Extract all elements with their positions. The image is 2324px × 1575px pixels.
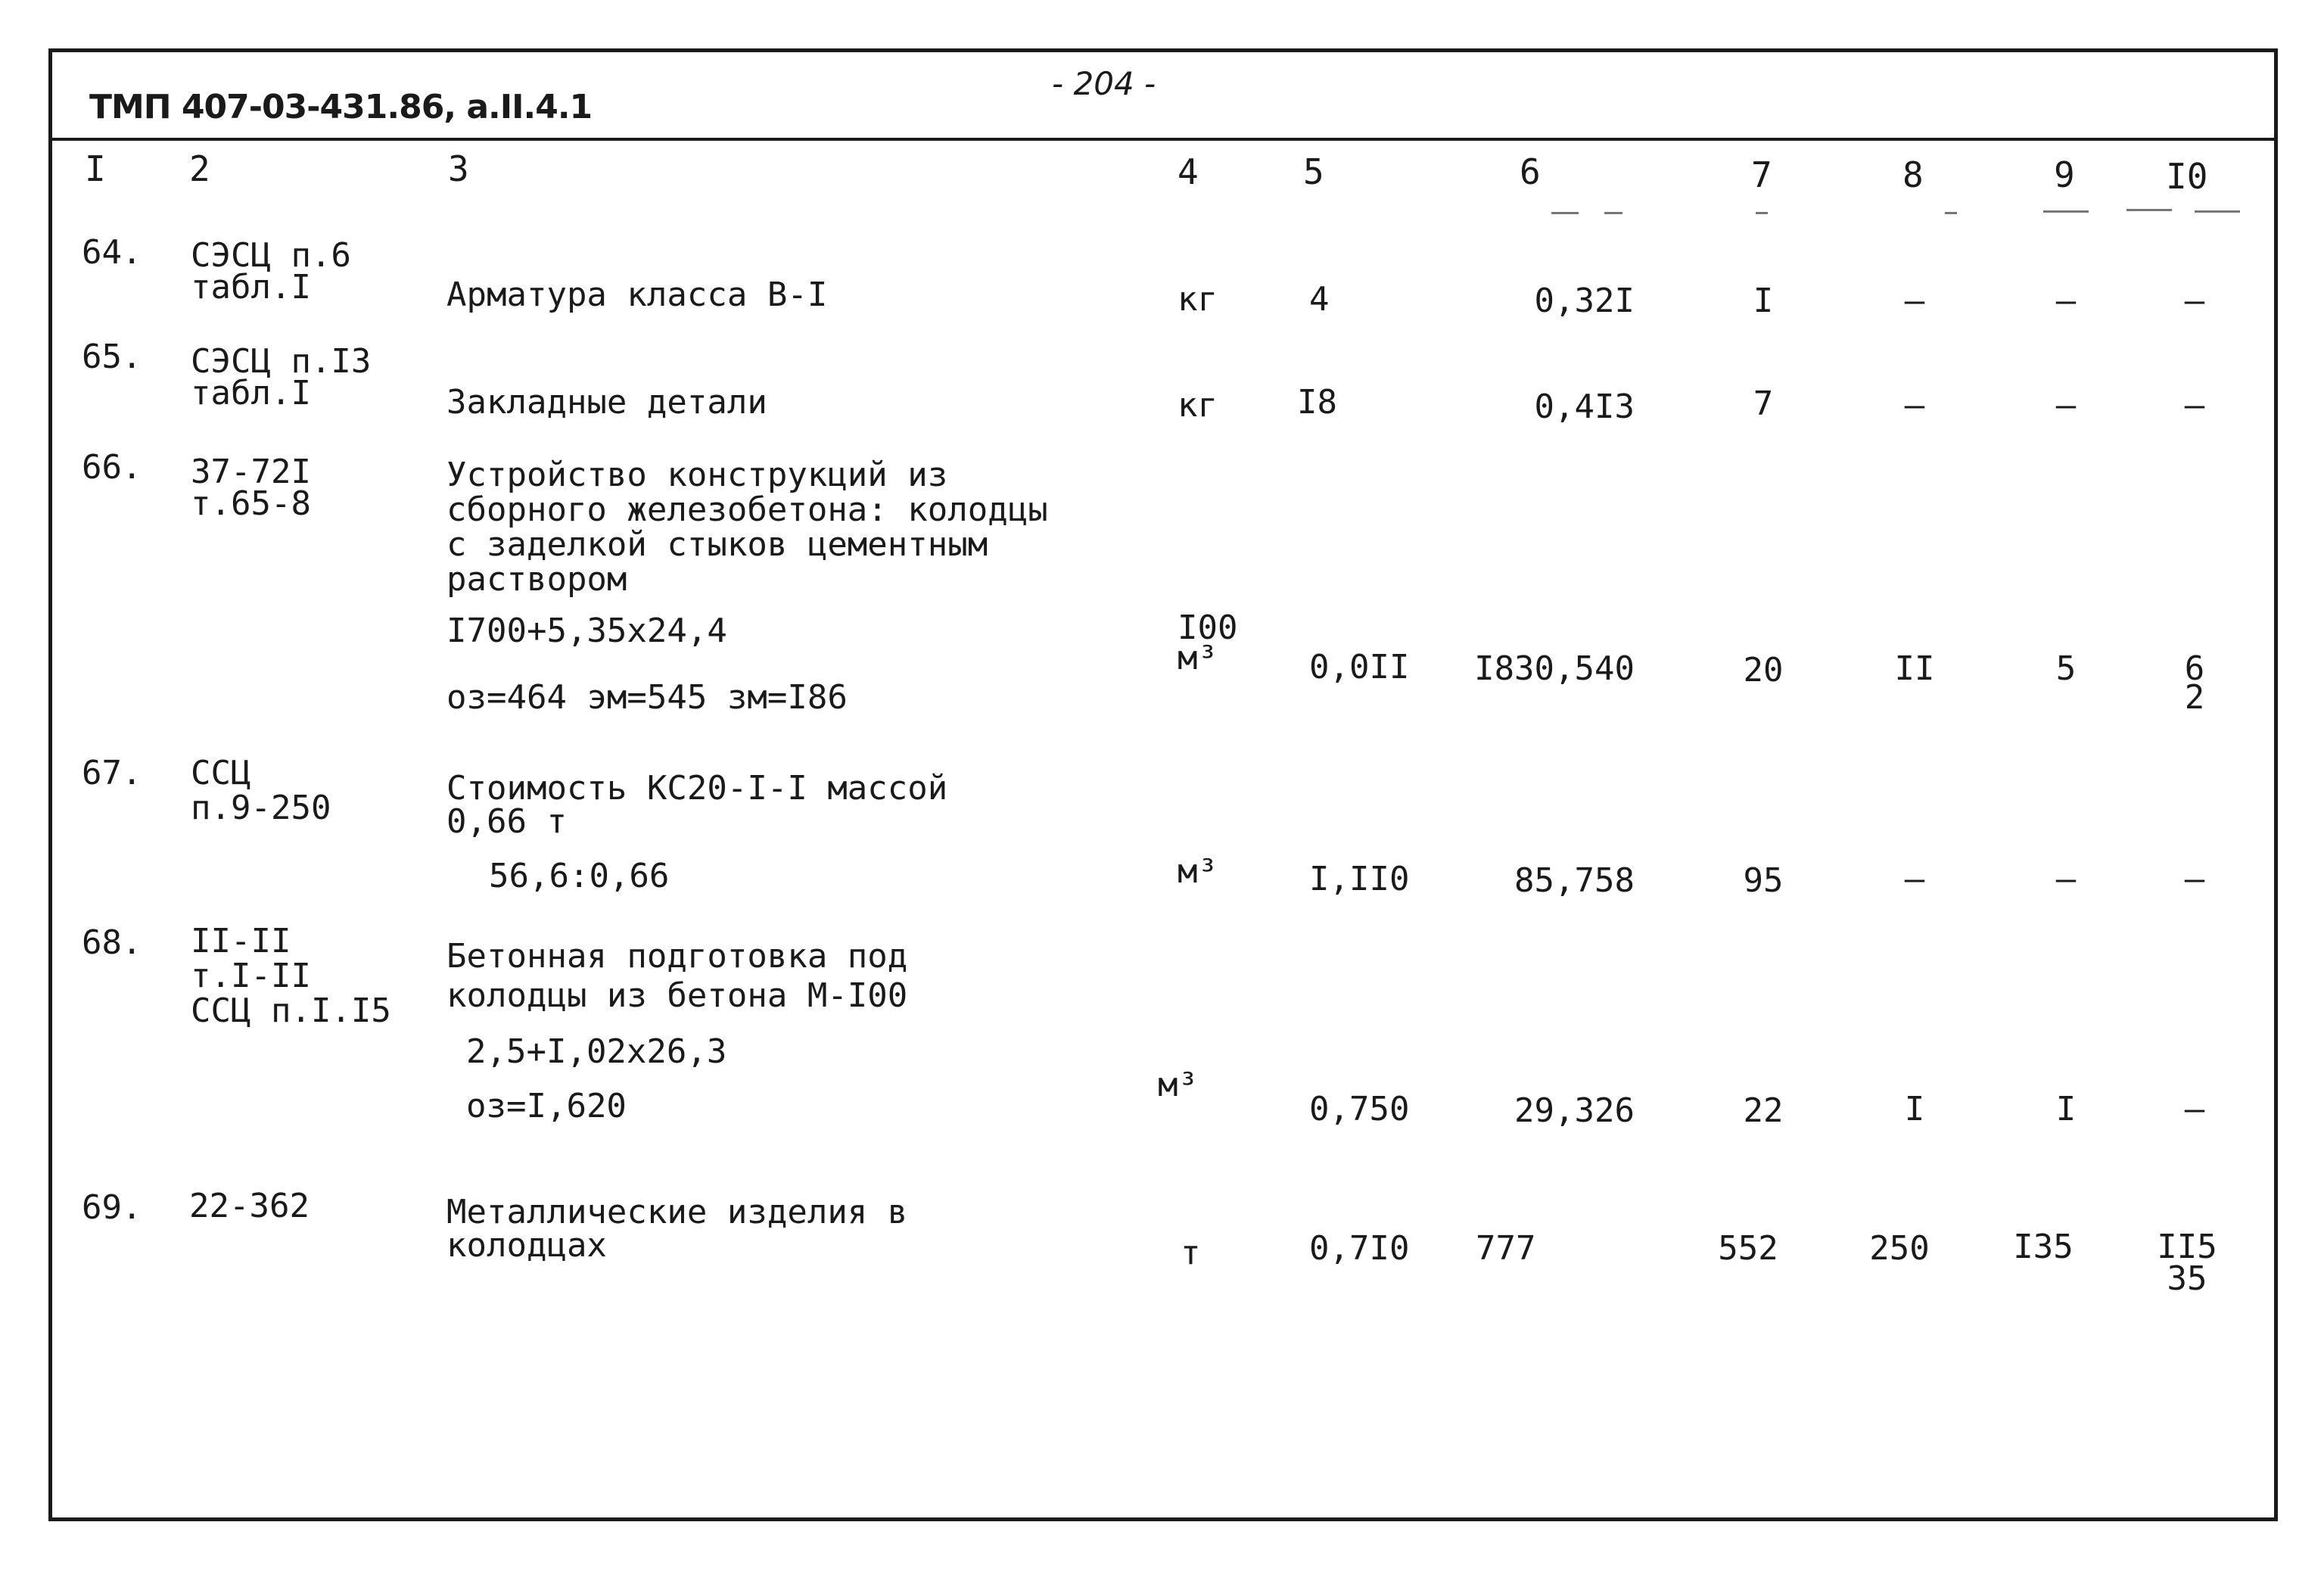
row-number: 67. — [82, 754, 142, 792]
header-dash — [1551, 212, 1579, 214]
work-name-line: с заделкой стыков цементным — [446, 525, 988, 564]
col9: 5 — [2055, 649, 2077, 688]
col9: I35 — [2013, 1228, 2074, 1266]
quantity: 0,7I0 — [1309, 1229, 1410, 1268]
col9: I — [2055, 1090, 2077, 1128]
calculation-line: оз=I,620 — [466, 1087, 627, 1125]
quantity: 0,750 — [1309, 1090, 1410, 1128]
column-header-2: 2 — [189, 148, 210, 189]
calculation-line: 56,6:0,66 — [489, 857, 670, 895]
column-header-5: 5 — [1303, 151, 1324, 192]
work-name-line: Устройство конструкций из — [446, 456, 948, 494]
work-name-line: колодцах — [446, 1226, 607, 1265]
calculation-line: I700+5,35х24,4 — [446, 612, 727, 650]
column-header-1: I — [85, 148, 106, 189]
work-name-line: сборного железобетона: колодцы — [446, 490, 1048, 529]
col7: 22 — [1743, 1091, 1784, 1130]
col10: – — [2184, 386, 2205, 425]
unit-line: I00 — [1178, 609, 1238, 647]
col7: 7 — [1753, 384, 1774, 423]
work-name-line: Стоимость КС20-I-I массой — [446, 769, 948, 808]
col8: 250 — [1869, 1229, 1930, 1268]
header-dash — [2195, 210, 2240, 213]
unit-price: I830,540 — [1474, 649, 1635, 688]
column-header-9: 9 — [2054, 154, 2075, 195]
code-line: ССЦ п.I.I5 — [191, 991, 391, 1030]
work-name: Арматура класса В-I — [446, 275, 828, 314]
col10: – — [2184, 860, 2205, 898]
code-line: табл.I — [191, 268, 311, 307]
col10: – — [2184, 1090, 2205, 1128]
code-line: 22-362 — [189, 1187, 310, 1225]
unit: м³ — [1178, 852, 1218, 891]
header-divider — [48, 138, 2278, 141]
header-dash — [1604, 212, 1622, 214]
column-header-10: I0 — [2166, 156, 2208, 197]
unit: кг — [1178, 386, 1218, 425]
code-line: 37-72I — [191, 453, 311, 491]
col7: I — [1753, 282, 1774, 320]
code-line: табл.I — [191, 374, 311, 412]
row-number: 64. — [82, 233, 142, 272]
calculation-line: 2,5+I,02х26,3 — [466, 1032, 727, 1071]
code-line: СЭСЦ п.I3 — [191, 342, 372, 381]
work-name-line: 0,66 т — [446, 802, 567, 841]
column-header-7: 7 — [1751, 154, 1772, 195]
col8: – — [1904, 860, 1925, 898]
code-line: т.I-II — [191, 957, 311, 995]
column-header-3: 3 — [448, 148, 469, 189]
code-line: ССЦ — [191, 754, 251, 792]
row-number: 68. — [82, 923, 142, 962]
col8: – — [1904, 282, 1925, 320]
code-line: т.65-8 — [191, 484, 311, 523]
unit: м³ — [1158, 1066, 1198, 1104]
col7: 552 — [1718, 1229, 1778, 1268]
header-dash — [1756, 212, 1768, 214]
work-name-line: колодцы из бетона М-I00 — [446, 976, 908, 1015]
document-reference: ТМП 407-03-431.86, а.II.4.1 — [89, 88, 593, 126]
col8: – — [1904, 386, 1925, 425]
col9: – — [2055, 386, 2077, 425]
quantity: 0,0II — [1309, 648, 1410, 686]
column-header-8: 8 — [1902, 154, 1924, 195]
quantity: I8 — [1297, 383, 1337, 422]
col7: 95 — [1743, 861, 1784, 900]
col10: – — [2184, 282, 2205, 320]
col9: – — [2055, 860, 2077, 898]
code-line: II-II — [191, 922, 291, 960]
col9: – — [2055, 282, 2077, 320]
calculation-line: оз=464 эм=545 зм=I86 — [446, 678, 848, 717]
header-dash — [2043, 210, 2089, 213]
table-frame — [48, 48, 2278, 1521]
unit-line: м³ — [1178, 639, 1218, 677]
work-name-line: Металлические изделия в — [446, 1193, 908, 1231]
page-number: - 204 - — [1052, 65, 1156, 102]
quantity: 4 — [1309, 280, 1330, 319]
unit-price: 777 — [1476, 1229, 1536, 1268]
col10-line: II5 — [2157, 1228, 2217, 1266]
col7: 20 — [1743, 651, 1784, 689]
unit: т — [1181, 1234, 1201, 1272]
code-line: п.9-250 — [191, 789, 331, 827]
quantity: I,II0 — [1309, 860, 1410, 898]
unit: кг — [1178, 280, 1218, 319]
unit-price: 85,758 — [1514, 861, 1635, 900]
col10-line: 2 — [2184, 678, 2205, 717]
row-number: 65. — [82, 338, 142, 376]
column-header-6: 6 — [1520, 151, 1541, 192]
row-number: 66. — [82, 448, 142, 487]
code-line: СЭСЦ п.6 — [191, 236, 351, 275]
header-dash — [2126, 209, 2172, 211]
unit-price: 29,326 — [1514, 1091, 1635, 1130]
work-name-line: раствором — [446, 560, 627, 599]
col10-line: 6 — [2184, 649, 2205, 688]
col10-line: 35 — [2167, 1259, 2207, 1298]
work-name: Закладные детали — [446, 383, 767, 422]
col8: I — [1904, 1090, 1925, 1128]
row-number: 69. — [82, 1188, 142, 1227]
work-name-line: Бетонная подготовка под — [446, 937, 908, 976]
col8: II — [1894, 649, 1935, 688]
unit-price: 0,32I — [1534, 282, 1635, 320]
header-dash — [1945, 212, 1957, 214]
column-header-4: 4 — [1178, 151, 1199, 192]
unit-price: 0,4I3 — [1534, 388, 1635, 426]
